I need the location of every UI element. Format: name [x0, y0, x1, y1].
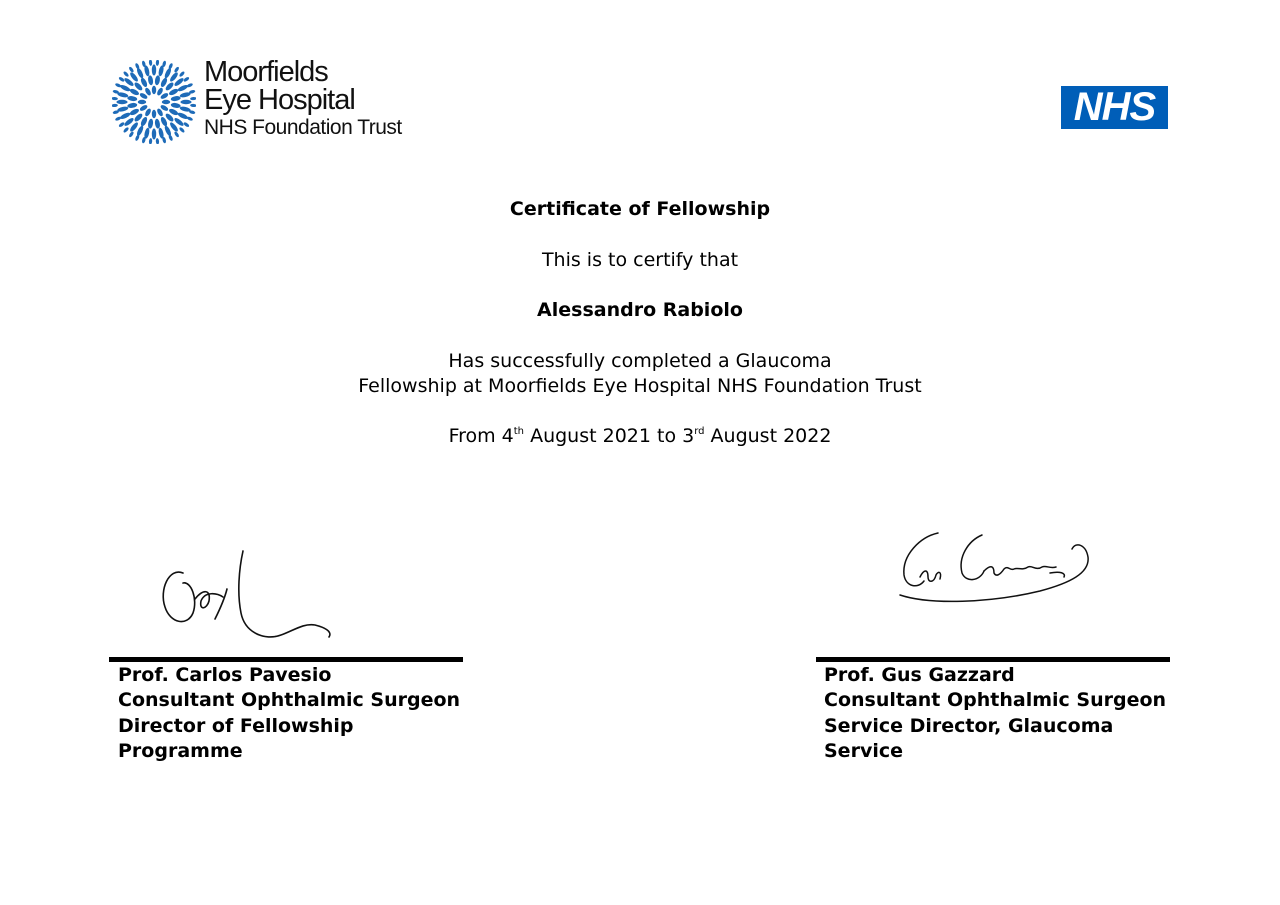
logo-petal — [128, 66, 134, 73]
moorfields-logo-text — [204, 58, 402, 142]
dates-end-suffix: rd — [694, 426, 705, 437]
fellowship-dates — [0, 425, 1280, 447]
logo-petal — [112, 104, 118, 108]
logo-petal — [177, 84, 189, 93]
logo-petal — [112, 97, 118, 101]
logo-petal — [127, 102, 138, 108]
logo-petal — [149, 138, 153, 144]
logo-line-moorfields: Moorfields — [204, 56, 328, 88]
logo-petal — [127, 95, 138, 101]
logo-petal — [170, 102, 181, 108]
signatory-name: Prof. Gus Gazzard — [824, 664, 1015, 686]
logo-petal — [156, 60, 160, 66]
signatory-name: Prof. Carlos Pavesio — [118, 664, 332, 686]
signatory-role-line-2: Director of Fellowship — [118, 714, 354, 737]
logo-petal — [147, 75, 153, 86]
dates-middle: August 2021 to 3 — [524, 425, 695, 447]
logo-petal — [174, 131, 180, 138]
sunburst-eye-icon — [112, 60, 196, 144]
signatory-role-line-1: Consultant Ophthalmic Surgeon — [824, 689, 1167, 712]
certificate-body — [0, 349, 1280, 399]
logo-petal — [177, 111, 189, 120]
signatory-role-line-2: Service Director, Glaucoma — [824, 714, 1114, 737]
logo-petal — [190, 104, 196, 108]
signature-line-left — [109, 657, 463, 662]
logo-petal — [179, 71, 186, 78]
logo-petal — [163, 125, 172, 137]
recipient-name: Alessandro Rabiolo — [537, 299, 743, 321]
signatory-role-line-1: Consultant Ophthalmic Surgeon — [118, 689, 461, 712]
logo-petal — [179, 127, 186, 134]
logo-petal — [183, 122, 190, 128]
logo-petal — [152, 110, 156, 118]
signatory-role-line-3: Programme — [118, 739, 243, 762]
logo-petal — [136, 125, 145, 137]
logo-petal — [119, 84, 131, 93]
logo-petal — [190, 97, 196, 101]
certificate-intro: This is to certify that — [541, 249, 739, 271]
dates-end: August 2022 — [704, 425, 832, 447]
signature-pavesio — [155, 545, 340, 645]
moorfields-logo — [112, 58, 432, 148]
certificate-title: Certificate of Fellowship — [509, 198, 771, 220]
logo-petal — [152, 86, 156, 94]
logo-petal — [123, 127, 130, 134]
logo-petal — [128, 131, 134, 138]
certificate-body-line-1: Has successfully completed a Glaucoma — [448, 350, 832, 372]
logo-petal — [174, 66, 180, 73]
logo-petal — [123, 71, 130, 78]
signature-line-right — [816, 657, 1170, 662]
logo-petal — [163, 67, 172, 79]
logo-line-trust: NHS Foundation Trust — [204, 116, 402, 139]
logo-petal — [156, 138, 160, 144]
logo-petal — [147, 118, 153, 129]
logo-petal — [138, 100, 146, 104]
logo-petal — [152, 128, 156, 139]
logo-petal — [118, 76, 125, 82]
logo-petal — [154, 75, 160, 86]
logo-petal — [136, 67, 145, 79]
logo-petal — [119, 111, 131, 120]
nhs-logo: NHS — [1061, 86, 1168, 129]
signature-gazzard — [890, 525, 1095, 615]
logo-petal — [152, 64, 156, 75]
logo-petal — [162, 100, 170, 104]
logo-petal — [183, 76, 190, 82]
logo-petal — [116, 100, 127, 104]
logo-petal — [118, 122, 125, 128]
logo-petal — [180, 100, 191, 104]
signatory-pavesio — [118, 663, 460, 764]
logo-petal — [149, 60, 153, 66]
signatory-gazzard — [824, 663, 1166, 764]
certificate-body-line-2: Fellowship at Moorfields Eye Hospital NHS Foundation Trust — [358, 375, 922, 397]
logo-line-eye-hospital: Eye Hospital — [204, 84, 355, 116]
logo-petal — [154, 118, 160, 129]
dates-prefix: From 4 — [448, 425, 514, 447]
dates-start-suffix: th — [513, 426, 525, 437]
logo-petal — [170, 95, 181, 101]
signatory-role-line-3: Service — [824, 739, 903, 762]
